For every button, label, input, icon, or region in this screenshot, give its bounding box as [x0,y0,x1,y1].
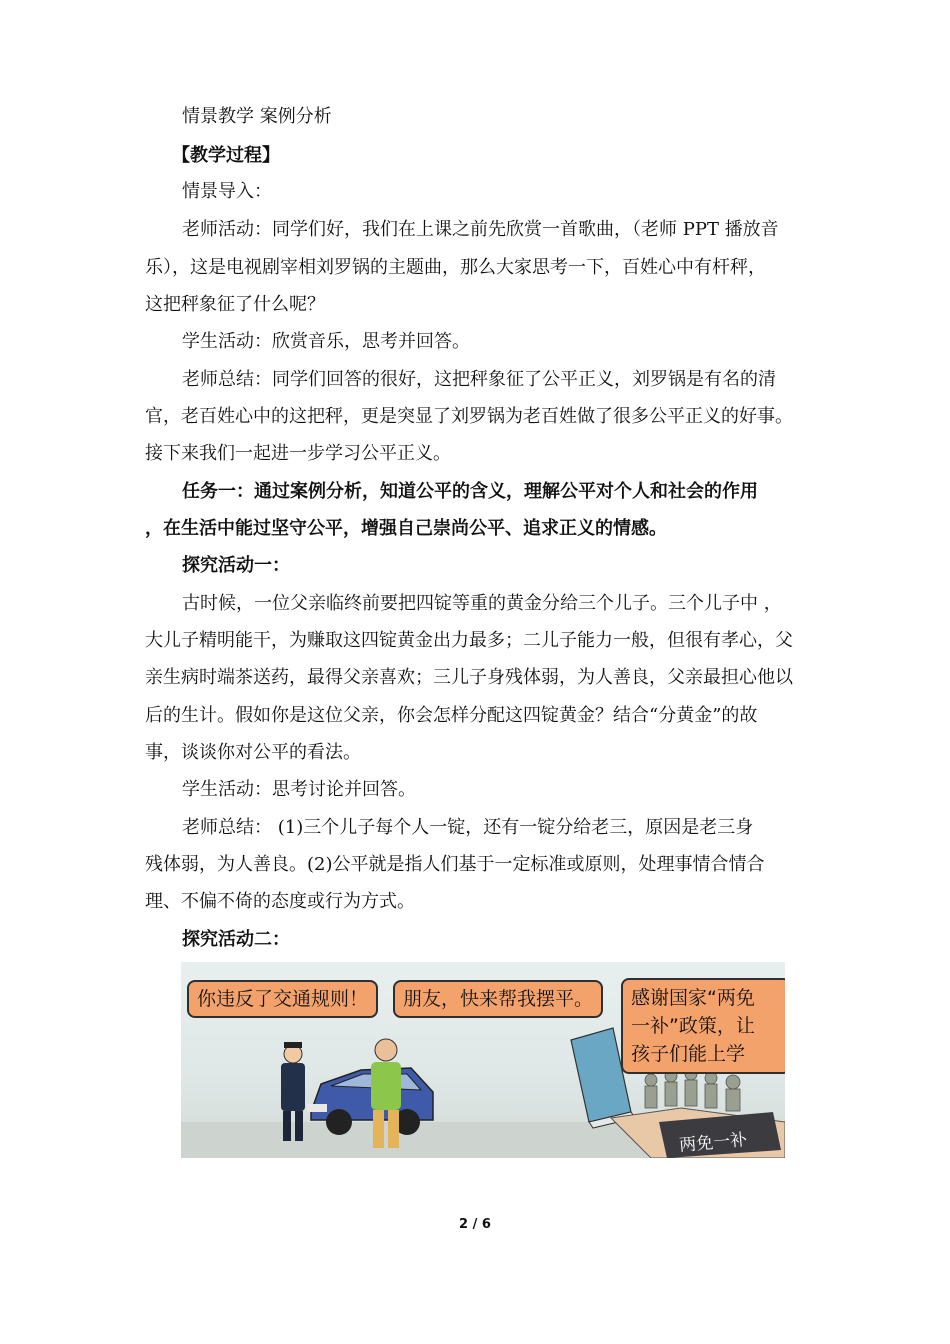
text-line: 情景教学 案例分析 [182,106,332,127]
text-line: 这把秤象征了什么呢？ [145,294,325,315]
text-line: 官，老百姓心中的这把秤，更是突显了刘罗锅为老百姓做了很多公平正义的好事。 [145,406,793,427]
speech-bubble-police: 你违反了交通规则！ [187,980,378,1018]
text-line: 大儿子精明能干，为赚取这四锭黄金出力最多；二儿子能力一般，但很有孝心，父 [145,630,793,651]
text-line: 老师总结：同学们回答的很好，这把秤象征了公平正义，刘罗锅是有名的清 [182,369,776,390]
speech-bubble-driver: 朋友，快来帮我摆平。 [393,980,603,1018]
page-number: 2 / 6 [459,1217,491,1232]
text-line: 接下来我们一起进一步学习公平正义。 [145,443,451,464]
illustration-figure [181,962,785,1158]
activity-heading: 探究活动一： [182,555,290,576]
bubble-line: 一补”政策，让 [631,1015,755,1037]
text-line: 残体弱，为人善良。(2)公平就是指人们基于一定标准或原则，处理事情合情合 [145,854,765,875]
text-line: 情景导入： [182,181,272,202]
children-figure [645,1068,740,1111]
text-line: 事，谈谈你对公平的看法。 [145,742,361,763]
speech-bubble-family [621,978,785,1074]
task-heading: 任务一：通过案例分析，知道公平的含义，理解公平对个人和社会的作用 [182,481,758,502]
text-line: 亲生病时端茶送药，最得父亲喜欢；三儿子身残体弱，为人善良，父亲最担心他以 [145,667,793,688]
activity-heading: 探究活动二： [182,929,290,950]
text-line: 后的生计。假如你是这位父亲，你会怎样分配这四锭黄金？结合“分黄金”的故 [145,705,758,726]
text-line: 老师活动：同学们好，我们在上课之前先欣赏一首歌曲，（老师 PPT 播放音 [182,219,779,240]
text-line: 学生活动：欣赏音乐，思考并回答。 [182,331,470,352]
text-line: 古时候，一位父亲临终前要把四锭等重的黄金分给三个儿子。三个儿子中 ， [182,593,782,614]
text-line: 乐），这是电视剧宰相刘罗锅的主题曲，那么大家思考一下，百姓心中有杆秤， [145,257,766,278]
bubble-line: 感谢国家“两免 [631,987,755,1009]
text-line: 理、不偏不倚的态度或行为方式。 [145,891,415,912]
policy-banner: 两免一补 [678,1130,748,1156]
text-line: 学生活动：思考讨论并回答。 [182,779,416,800]
section-heading: 【教学过程】 [172,145,280,166]
task-heading: ，在生活中能过坚守公平，增强自己崇尚公平、追求正义的情感。 [145,518,667,539]
bubble-line: 孩子们能上学 [631,1043,746,1065]
text-line: 老师总结： (1)三个儿子每个人一锭，还有一锭分给老三，原因是老三身 [182,817,754,838]
